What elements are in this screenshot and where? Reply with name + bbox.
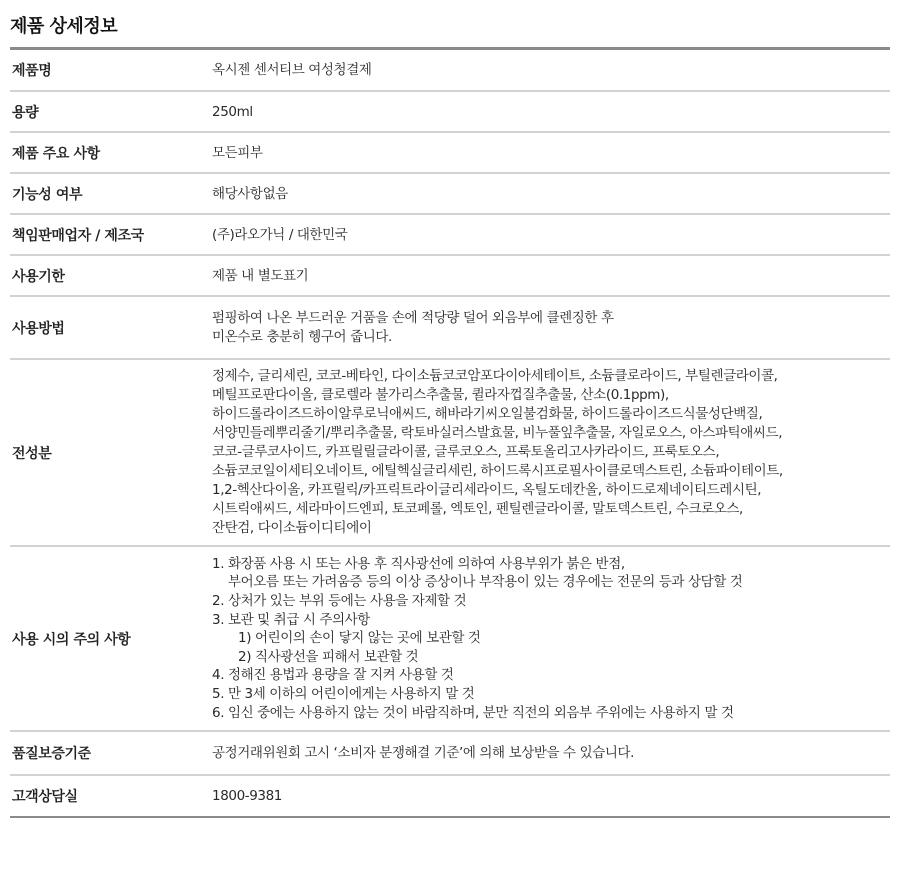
row-seller-country — [10, 215, 890, 256]
section-title: 제품 상세정보 — [10, 16, 118, 37]
row-volume — [10, 92, 890, 133]
ingredient-line: 하이드롤라이즈드하이알루로닉애씨드, 해바라기씨오일불검화물, 하이드롤라이즈드식물성단백질, — [212, 405, 763, 422]
ingredient-line: 잔탄검, 다이소듐이디티에이 — [212, 520, 372, 537]
caution-line: 2. 상처가 있는 부위 등에는 사용을 자제할 것 — [212, 593, 467, 610]
ingredient-line: 정제수, 글리세린, 코코-베타인, 다이소듐코코암포다이아세테이트, 소듐클로라이드, 부틸렌글라이콜, — [212, 367, 778, 384]
row-main-notes — [10, 133, 890, 174]
caution-line: 5. 만 3세 이하의 어린이에게는 사용하지 말 것 — [212, 685, 475, 702]
caution-line: 1. 화장품 사용 시 또는 사용 후 직사광선에 의하여 사용부위가 붉은 반점, — [212, 555, 625, 572]
row-label: 제품명 — [12, 63, 52, 79]
usage-line: 미온수로 충분히 헹구어 줍니다. — [212, 328, 392, 345]
usage-line: 펌핑하여 나온 부드러운 거품을 손에 적당량 덜어 외음부에 클렌징한 후 — [212, 310, 614, 327]
ingredient-line: 1,2-헥산다이올, 카프릴릭/카프릭트라이글리세라이드, 옥틸도데칸올, 하이드로제네이티드레시틴, — [212, 482, 762, 499]
row-value: 제품 내 별도표기 — [212, 267, 309, 284]
row-label: 사용방법 — [12, 320, 65, 337]
row-ingredients — [10, 360, 890, 547]
row-quality-standard — [10, 732, 890, 776]
row-value: 공정거래위원회 고시 ‘소비자 분쟁해결 기준’에 의해 보상받을 수 있습니다. — [212, 745, 635, 761]
caution-line: 2) 직사광선을 피해서 보관할 것 — [238, 648, 419, 665]
row-usage — [10, 297, 890, 360]
ingredient-line: 코코-글루코사이드, 카프릴릴글라이콜, 글루코오스, 프룩토올리고사카라이드, 프룩토오스, — [212, 443, 720, 460]
row-label: 전성분 — [12, 445, 52, 462]
caution-line: 4. 정해진 용법과 용량을 잘 지켜 사용할 것 — [212, 667, 454, 684]
caution-line: 6. 임신 중에는 사용하지 않는 것이 바람직하며, 분만 직전의 외음부 주위에는 사용하지 말 것 — [212, 704, 734, 721]
row-label: 사용 시의 주의 사항 — [12, 631, 131, 648]
row-functional — [10, 174, 890, 215]
row-cautions — [10, 547, 890, 732]
row-label: 용량 — [12, 104, 39, 121]
row-value: 옥시젠 센서티브 여성청결제 — [212, 62, 372, 78]
row-value — [212, 360, 886, 545]
caution-line: 부어오름 또는 가려움증 등의 이상 증상이나 부작용이 있는 경우에는 전문의 등과 상담할 것 — [228, 574, 743, 591]
ingredient-line: 소듐코코일이세티오네이트, 에틸헥실글리세린, 하이드록시프로필사이클로덱스트린, 소듐파이테이트, — [212, 463, 783, 480]
ingredient-line: 서양민들레뿌리줄기/뿌리추출물, 락토바실러스발효물, 비누풀잎추출물, 자일로오스, 아스파틱애씨드, — [212, 424, 783, 441]
row-value: 250ml — [212, 103, 253, 120]
row-value: 모든피부 — [212, 144, 263, 161]
row-customer-service — [10, 776, 890, 818]
ingredient-line: 메틸프로판다이올, 클로렐라 불가리스추출물, 퀼라자껍질추출물, 산소(0.1ppm), — [212, 386, 669, 403]
row-label: 고객상담실 — [12, 789, 78, 805]
row-value: (주)라오가닉 / 대한민국 — [212, 226, 348, 243]
row-value: 해당사항없음 — [212, 185, 288, 202]
row-label: 품질보증기준 — [12, 746, 91, 762]
row-product-name — [10, 50, 890, 92]
caution-line: 1) 어린이의 손이 닿지 않는 곳에 보관할 것 — [238, 630, 481, 647]
row-label: 제품 주요 사항 — [12, 145, 100, 162]
row-label: 책임판매업자 / 제조국 — [12, 227, 144, 244]
row-value: 1800-9381 — [212, 788, 282, 804]
row-value — [212, 297, 886, 358]
row-label: 사용기한 — [12, 268, 65, 285]
caution-line: 3. 보관 및 취급 시 주의사항 — [212, 611, 370, 628]
row-expiry — [10, 256, 890, 297]
row-label: 기능성 여부 — [12, 186, 83, 203]
ingredient-line: 시트릭애씨드, 세라마이드엔피, 토코페롤, 엑토인, 펜틸렌글라이콜, 말토덱스트린, 수크로오스, — [212, 501, 743, 518]
row-value — [212, 547, 886, 730]
